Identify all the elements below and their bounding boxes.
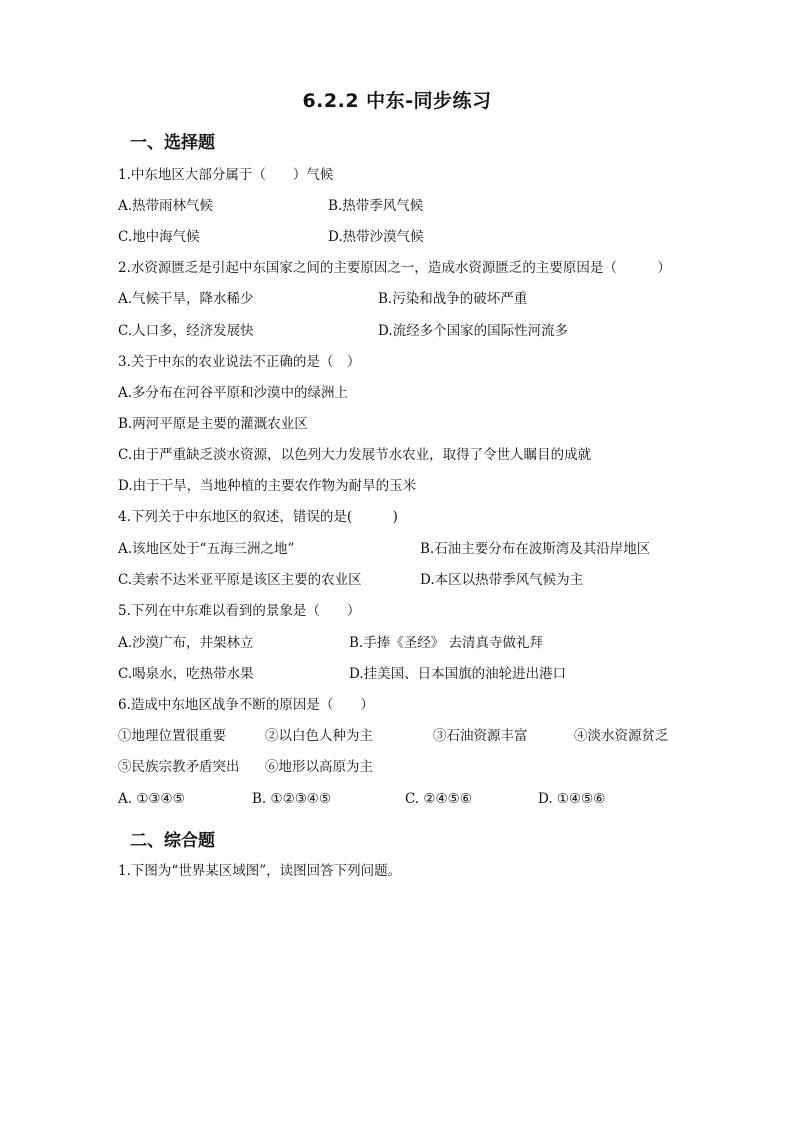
question-3-option-b: B.两河平原是主要的灌溉农业区 bbox=[118, 416, 308, 432]
question-4-option-b: B.石油主要分布在波斯湾及其沿岸地区 bbox=[420, 541, 651, 557]
question-2-option-b: B.污染和战争的破坏严重 bbox=[378, 291, 528, 307]
question-4-option-c: C.美索不达米亚平原是该区主要的农业区 bbox=[118, 572, 362, 588]
comprehensive-question-1-stem: 1.下图为“世界某区域图”，读图回答下列问题。 bbox=[118, 863, 402, 879]
question-6-item-5: ⑤民族宗教矛盾突出 bbox=[118, 759, 240, 775]
question-6-item-4: ④淡水资源贫乏 bbox=[574, 728, 669, 744]
question-2-option-a: A.气候干旱，降水稀少 bbox=[118, 291, 254, 307]
question-2-option-d: D.流经多个国家的国际性河流多 bbox=[378, 323, 569, 339]
page-title: 6.2.2 中东-同步练习 bbox=[302, 90, 492, 112]
question-3-option-c: C.由于严重缺乏淡水资源，以色列大力发展节水农业，取得了令世人瞩目的成就 bbox=[118, 447, 592, 463]
question-2-stem: 2.水资源匮乏是引起中东国家之间的主要原因之一，造成水资源匮乏的主要原因是（ ） bbox=[118, 260, 671, 276]
question-4-stem: 4.下列关于中东地区的叙述，错误的是( ) bbox=[118, 509, 398, 525]
question-3-option-d: D.由于干旱，当地种植的主要农作物为耐旱的玉米 bbox=[118, 478, 417, 494]
question-3-stem: 3.关于中东的农业说法不正确的是（ ） bbox=[118, 354, 361, 370]
question-6-stem: 6.造成中东地区战争不断的原因是（ ） bbox=[118, 697, 374, 713]
question-6-item-3: ③石油资源丰富 bbox=[433, 728, 528, 744]
question-3-option-a: A.多分布在河谷平原和沙漠中的绿洲上 bbox=[118, 385, 349, 401]
question-6-item-1: ①地理位置很重要 bbox=[118, 728, 226, 744]
question-1-option-b: B.热带季风气候 bbox=[328, 198, 424, 214]
question-2-option-c: C.人口多，经济发展快 bbox=[118, 323, 254, 339]
question-5-option-a: A.沙漠广布，井架林立 bbox=[118, 635, 254, 651]
question-5-option-d: D.挂美国、日本国旗的油轮进出港口 bbox=[349, 666, 567, 682]
question-1-option-d: D.热带沙漠气候 bbox=[328, 229, 424, 245]
question-6-option-a: A. ①③④⑤ bbox=[118, 791, 185, 807]
section-heading-choice: 一、选择题 bbox=[130, 133, 215, 153]
section-heading-comprehensive: 二、综合题 bbox=[130, 831, 215, 851]
question-6-item-2: ②以白色人种为主 bbox=[265, 728, 373, 744]
question-1-stem: 1.中东地区大部分属于（ ）气候 bbox=[118, 167, 334, 183]
question-5-option-c: C.喝泉水，吃热带水果 bbox=[118, 666, 254, 682]
question-4-option-a: A.该地区处于“五海三洲之地” bbox=[118, 541, 295, 557]
question-6-item-6: ⑥地形以高原为主 bbox=[265, 759, 373, 775]
question-6-option-c: C. ②④⑤⑥ bbox=[405, 791, 472, 807]
question-6-option-d: D. ①④⑤⑥ bbox=[538, 791, 606, 807]
question-1-option-a: A.热带雨林气候 bbox=[118, 198, 214, 214]
question-5-stem: 5.下列在中东难以看到的景象是（ ） bbox=[118, 603, 361, 619]
question-1-option-c: C.地中海气候 bbox=[118, 229, 200, 245]
question-5-option-b: B.手捧《圣经》 去清真寺做礼拜 bbox=[349, 635, 544, 651]
question-4-option-d: D.本区以热带季风气候为主 bbox=[420, 572, 584, 588]
question-6-option-b: B. ①②③④⑤ bbox=[252, 791, 332, 807]
